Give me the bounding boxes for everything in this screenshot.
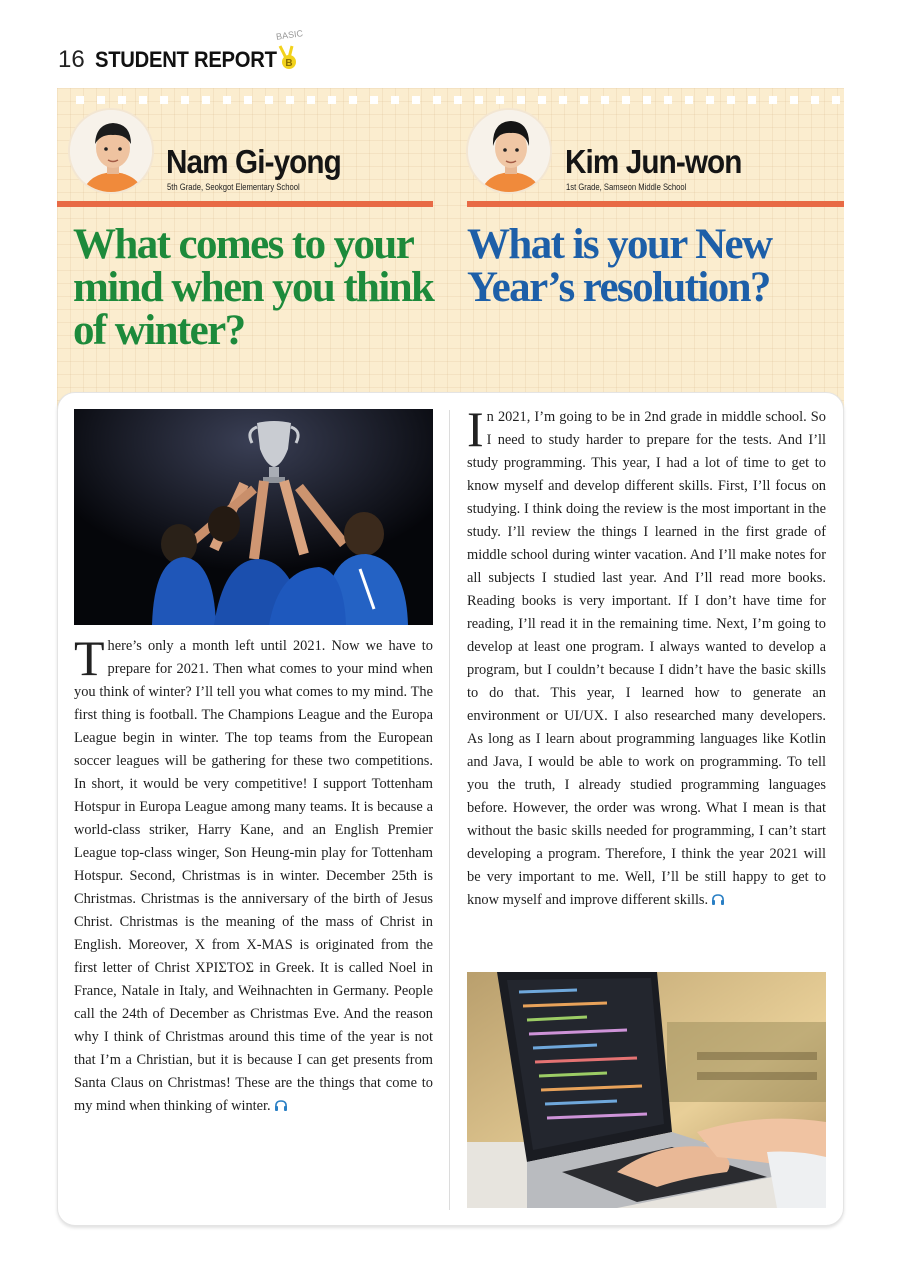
column-divider xyxy=(449,410,450,1210)
article-text-right: n 2021, I’m going to be in 2nd grade in middle school. So I need to study harder to prepare for the tests. And I’ll study programming. This year, I had a lot of time to get to know myself and develop different skills. First, I’ll focus on studying. I think doing the review is the most important in the study. I’ll review the things I learned in the first grade of middle school during winter vacation. And I’ll make notes for all subjects I studied last year. And I’ll read more books. Reading books is very important. If I don’t have time for reading, I’ll read it in the remaining time. Next, I’m going to develop at least one program. I always wanted to develop a program, but I couldn’t because I didn’t have the basic skills to do that. This year, I learned how to generate an environment or UI/UX. I also researched many developers. As long as I learn about programming languages like Kotlin and Java, I would be able to work on programming. To tell you the truth, I already studied programming languages before. However, the order was wrong. What I mean is that without the basic skills needed for programming, I can’t start developing a program. Therefore, I think the year 2021 will be very important to me. Well, I’ll be still happy to get to know myself and improve different skills. xyxy=(467,409,826,908)
student-photo-left xyxy=(68,108,154,194)
page-number: 16 xyxy=(58,46,85,73)
dropcap-left: T xyxy=(74,630,105,686)
article-body-right xyxy=(467,401,826,912)
accent-rule-right xyxy=(467,201,844,207)
student-name-left: Nam Gi-yong xyxy=(166,143,341,180)
student-school-left: 5th Grade, Seokgot Elementary School xyxy=(167,182,300,192)
student-school-right: 1st Grade, Samseon Middle School xyxy=(566,182,687,192)
article-body-left xyxy=(74,630,433,1118)
basic-badge-icon xyxy=(278,44,300,70)
student-photo-right xyxy=(466,108,552,194)
badge-letter: B xyxy=(285,58,293,69)
question-right: What is your New Year’s resolution? xyxy=(467,221,772,311)
soccer-trophy-photo xyxy=(74,409,433,625)
decorative-dot-row xyxy=(76,96,900,104)
dropcap-right: I xyxy=(467,401,484,457)
section-title: STUDENT REPORT xyxy=(94,47,277,72)
laptop-code-photo xyxy=(467,972,826,1208)
badge-label: BASIC xyxy=(275,28,304,42)
student-name-right: Kim Jun-won xyxy=(565,143,742,180)
question-left: What comes to your mind when you think of winter? xyxy=(73,221,434,354)
page-header xyxy=(58,40,292,80)
article-text-left: here’s only a month left until 2021. Now we have to prepare for 2021. Then what comes to your mind when you think of winter? I’ll tell you what comes to my mind. The first thing is football. The Champions League and the Europa League begin in winter. The top teams from the European soccer leagues will be gathering for these two competitions. In short, it would be very competitive! I support Tottenham Hotspur in Europa League among many teams. It is because a world-class striker, Harry Kane, and an English Premier League top-class winger, Son Heung-min play for Tottenham Hotspur. Second, Christmas is in winter. December 25th is Christmas. Christmas is the anniversary of the birth of Jesus Christ. Christmas is the meaning of the mass of Christ in English. Moreover, X from X-MAS is originated from the first letter of Christ ΧΡΙΣΤΟΣ in Greek. It is called Noel in France, Natale in Italy, and Weihnachten in Germany. People call the 24th of December as Christmas Eve. And the reason why I think of Christmas around this time of the year is not that I’m a Christian, but it is because I can get presents from Santa Claus on Christmas! These are the things that come to my mind when thinking of winter. xyxy=(74,638,433,1114)
headphones-end-icon xyxy=(711,893,725,905)
headphones-end-icon xyxy=(274,1099,288,1111)
accent-rule-left xyxy=(57,201,433,207)
